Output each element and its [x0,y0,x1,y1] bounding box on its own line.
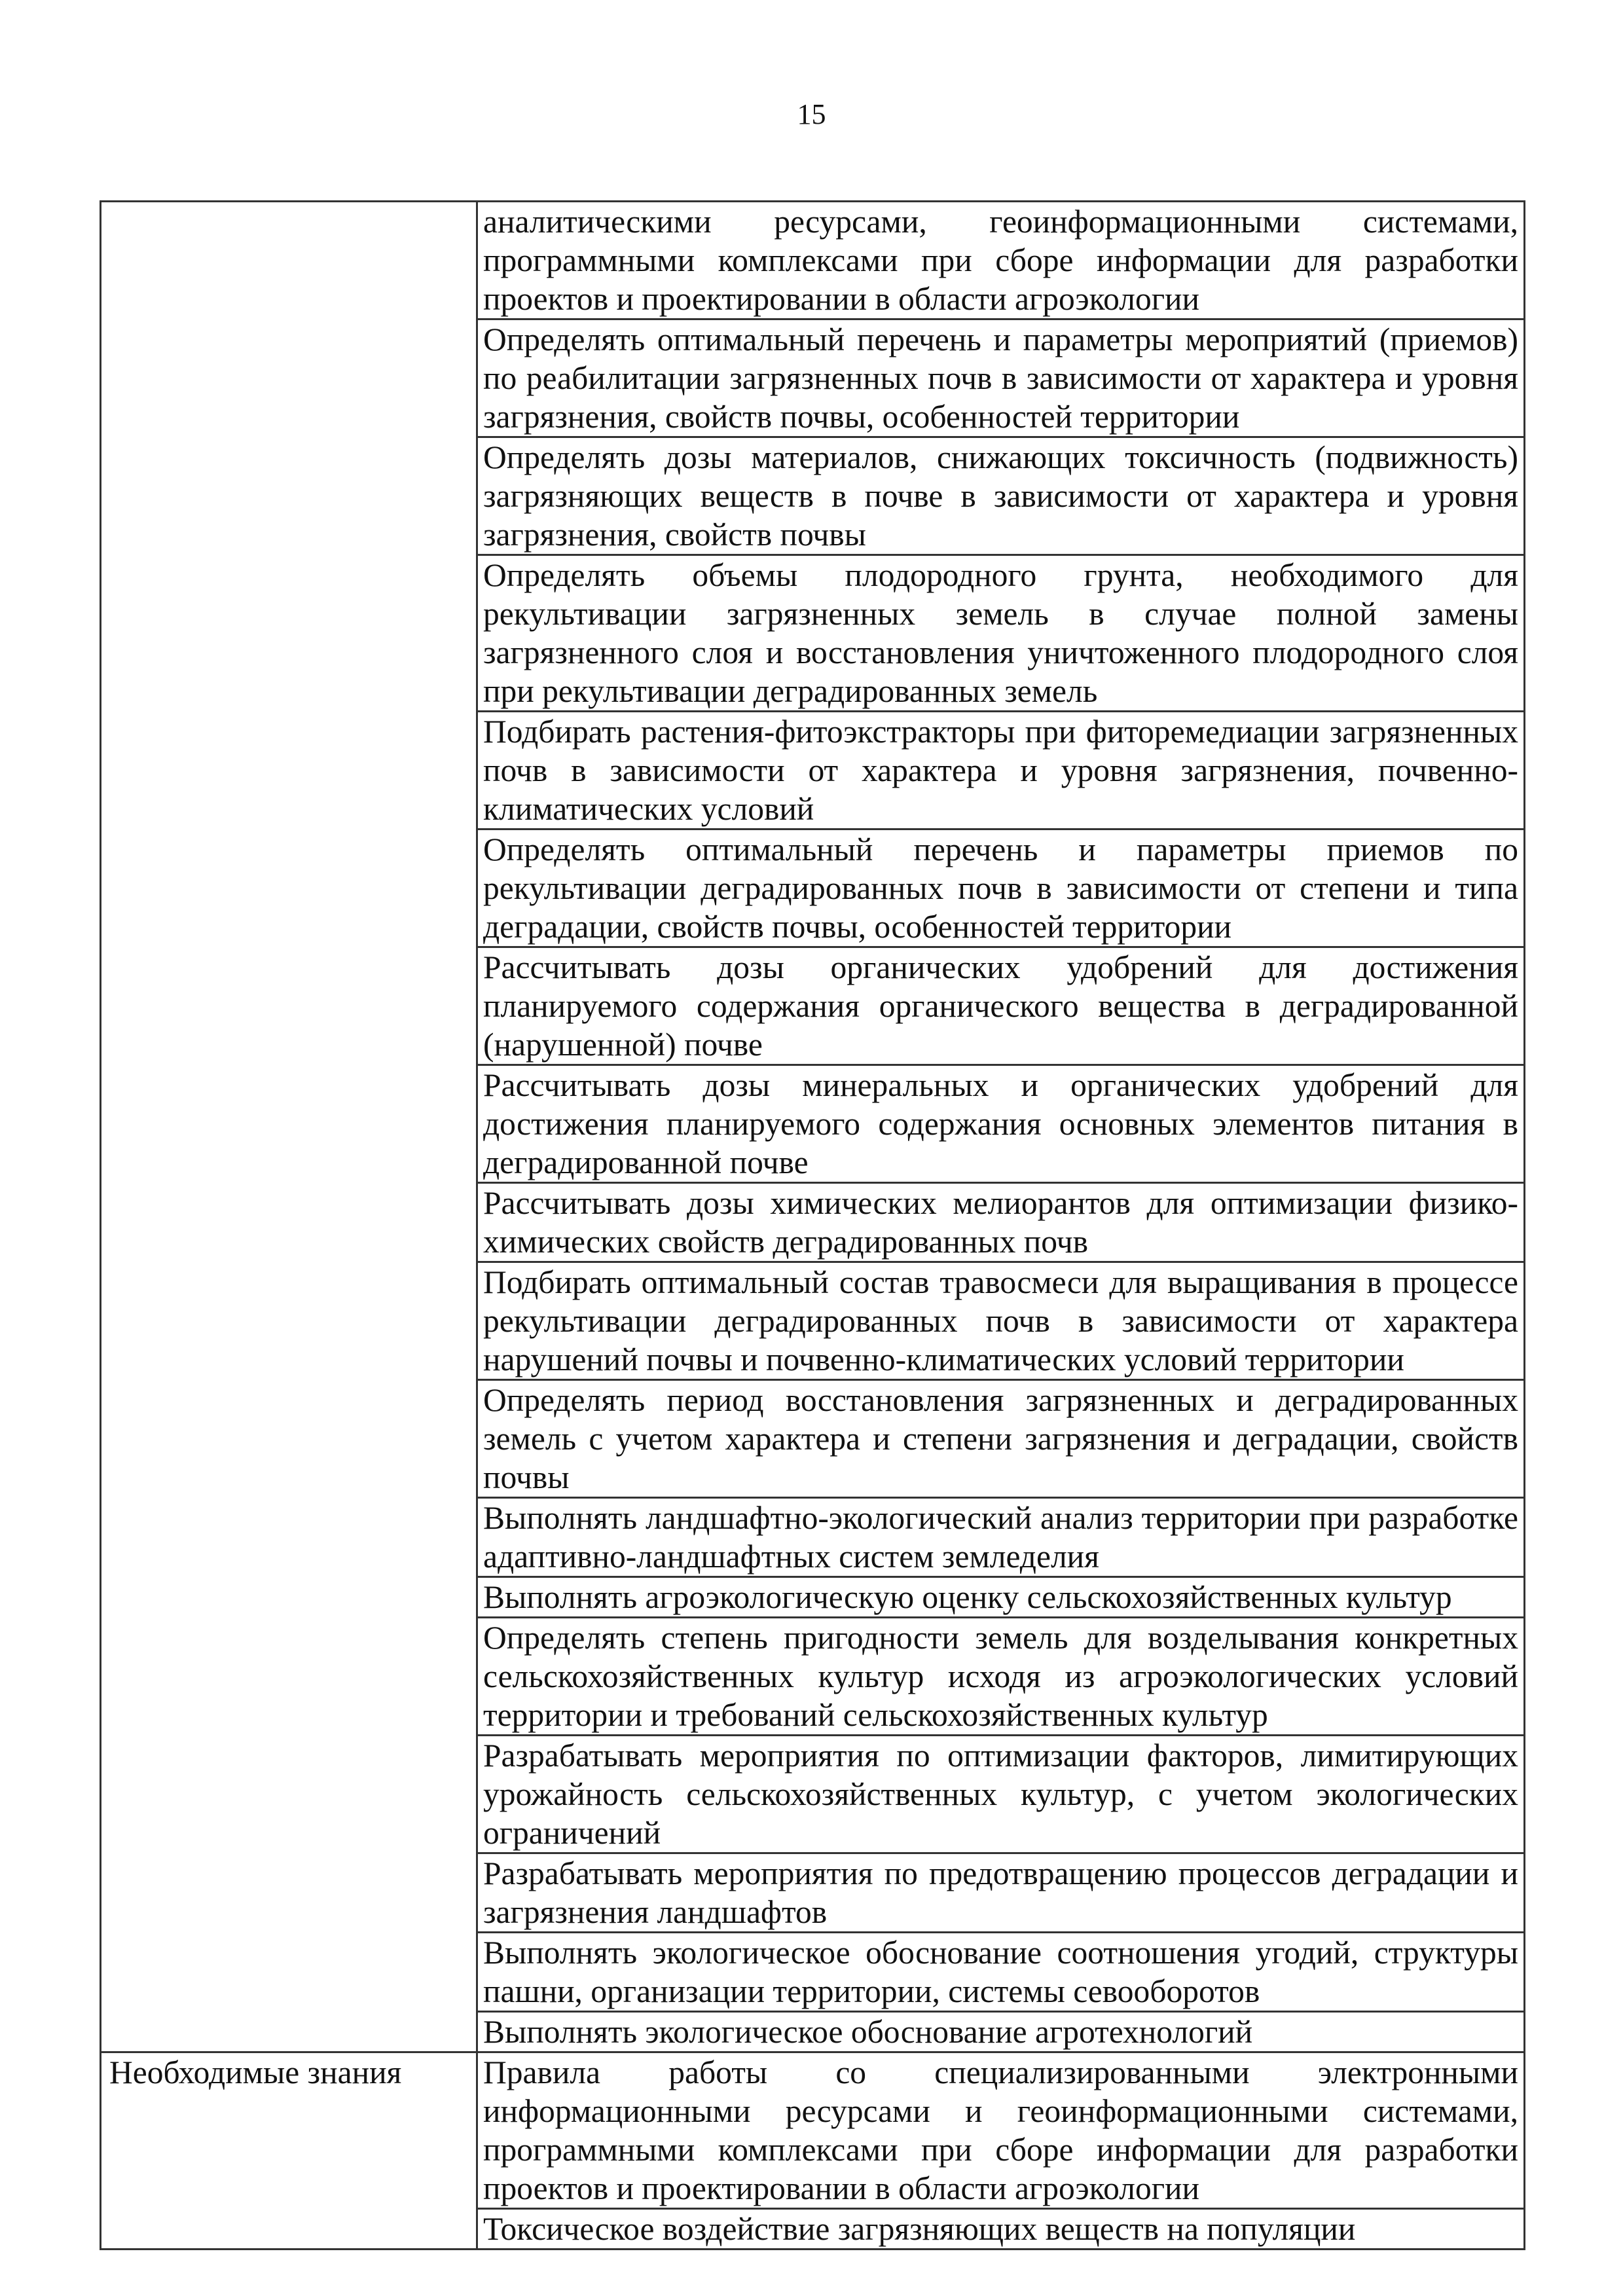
requirement-cell [477,1618,1525,1736]
requirement-cell [477,1736,1525,1853]
requirement-cell [477,1933,1525,2012]
requirement-text: аналитическими ресурсами, геоинформационными системами, программными комплексами при сборе информации для разработки проектов и проектировании в области агроэкологии [483,204,1518,317]
requirement-cell [477,1262,1525,1380]
requirement-text: Разрабатывать мероприятия по оптимизации факторов, лимитирующих урожайность сельскохозяйственных культур, с учетом экологических ограничений [483,1738,1518,1851]
section-label: Необходимые знания [109,2054,402,2090]
requirement-cell [477,829,1525,947]
requirement-text: Выполнять агроэкологическую оценку сельскохозяйственных культур [483,1579,1452,1615]
requirement-text: Определять оптимальный перечень и параметры мероприятий (приемов) по реабилитации загрязненных почв в зависимости от характера и уровня загрязнения, свойств почвы, особенностей территории [483,321,1518,435]
requirement-text: Выполнять экологическое обоснование агротехнологий [483,2014,1253,2050]
requirement-cell [477,1577,1525,1618]
requirement-cell [477,1183,1525,1262]
requirement-cell [477,2209,1525,2250]
table-row [101,2052,1525,2209]
requirement-cell [477,319,1525,437]
requirement-text: Определять степень пригодности земель для возделывания конкретных сельскохозяйственных культур исходя из агроэкологических условий территории и требований сельскохозяйственных культур [483,1620,1518,1733]
requirement-text: Токсическое воздействие загрязняющих веществ на популяции [483,2211,1356,2247]
page-number: 15 [797,98,826,130]
requirement-text: Разрабатывать мероприятия по предотвращению процессов деградации и загрязнения ландшафтов [483,1855,1518,1930]
requirement-cell [477,1065,1525,1183]
requirement-cell [477,1853,1525,1933]
requirement-text: Выполнять экологическое обоснование соотношения угодий, структуры пашни, организации территории, системы севооборотов [483,1935,1518,2009]
requirement-text: Рассчитывать дозы химических мелиорантов для оптимизации физико-химических свойств деградированных почв [483,1185,1518,1260]
requirement-text: Определять объемы плодородного грунта, необходимого для рекультивации загрязненных земель в случае полной замены загрязненного слоя и восстановления уничтоженного плодородного слоя при рекультивации деградированных земель [483,557,1518,709]
requirement-text: Выполнять ландшафтно-экологический анализ территории при разработке адаптивно-ландшафтных систем земледелия [483,1500,1518,1575]
requirement-cell [477,555,1525,712]
requirement-text: Подбирать растения-фитоэкстракторы при фиторемедиации загрязненных почв в зависимости от характера и уровня загрязнения, почвенно-климатических условий [483,714,1518,827]
table-body [101,202,1525,2250]
requirement-cell [477,1380,1525,1498]
requirement-cell [477,947,1525,1065]
requirement-cell [477,437,1525,555]
requirement-text: Определять оптимальный перечень и параметры приемов по рекультивации деградированных почв в зависимости от степени и типа деградации, свойств почвы, особенностей территории [483,831,1518,945]
requirement-text: Определять период восстановления загрязненных и деградированных земель с учетом характера и степени загрязнения и деградации, свойств почвы [483,1382,1518,1495]
section-label-cell [101,2052,477,2250]
requirement-text: Правила работы со специализированными электронными информационными ресурсами и геоинформационными системами, программными комплексами при сборе информации для разработки проектов и проектировании в области агроэкологии [483,2054,1518,2206]
section-label-cell [101,202,477,2052]
requirement-text: Определять дозы материалов, снижающих токсичность (подвижность) загрязняющих веществ в почве в зависимости от характера и уровня загрязнения, свойств почвы [483,439,1518,553]
requirement-cell [477,1498,1525,1577]
requirement-text: Рассчитывать дозы органических удобрений для достижения планируемого содержания органического вещества в деградированной (нарушенной) почве [483,949,1518,1063]
requirement-text: Подбирать оптимальный состав травосмеси для выращивания в процессе рекультивации деградированных почв в зависимости от характера нарушений почвы и почвенно-климатических условий территории [483,1264,1518,1377]
requirement-cell [477,2012,1525,2052]
requirement-cell [477,2052,1525,2209]
table-row [101,202,1525,319]
competency-table [100,200,1525,2250]
requirement-cell [477,712,1525,829]
requirement-text: Рассчитывать дозы минеральных и органических удобрений для достижения планируемого содержания основных элементов питания в деградированной почве [483,1067,1518,1180]
requirement-cell [477,202,1525,319]
